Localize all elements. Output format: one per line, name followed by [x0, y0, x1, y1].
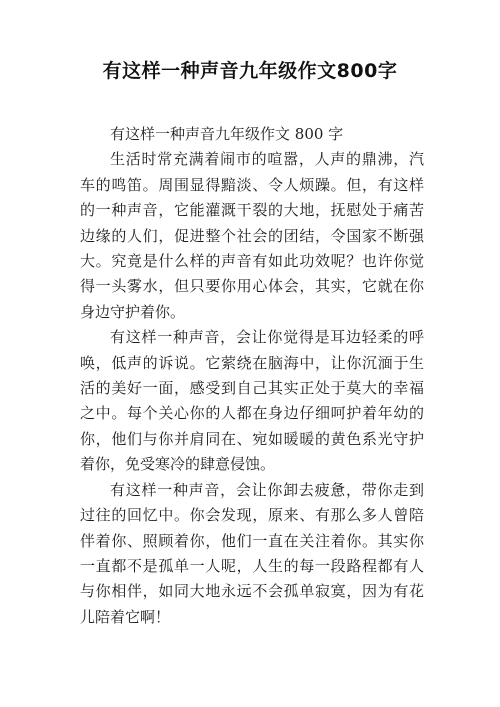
document-body — [80, 122, 424, 630]
subtitle-line: 有这样一种声音九年级作文 800 字 — [110, 125, 344, 143]
paragraph: 有这样一种声音，会让你觉得是耳边轻柔的呼唤，低声的诉说。它萦绕在脑海中，让你沉湎于生活的美好一面，感受到自己其实正处于莫大的幸福之中。每个关心你的人都在身边仔细呵护着年幼的你，他们与你并肩同在、宛如暖暖的黄色系光守护着你，免受寒冷的肆意侵蚀。 — [80, 328, 424, 474]
document-title: 有这样一种声音九年级作文800字 — [102, 60, 398, 82]
paragraph: 生活时常充满着闹市的喧嚣，人声的鼎沸，汽车的鸣笛。周围显得黯淡、令人烦躁。但，有这样的一种声音，它能灌溉干裂的大地，抚慰处于痛苦边缘的人们，促进整个社会的团结，令国家不断强大。究竟是什么样的声音有如此功效呢？也许你觉得一头雾水，但只要你用心体会，其实，它就在你身边守护着你。 — [80, 150, 424, 321]
paragraph: 有这样一种声音，会让你卸去疲惫，带你走到过往的回忆中。你会发现，原来、有那么多人曾陪伴着你、照顾着你，他们一直在关注着你。其实你一直都不是孤单一人呢，人生的每一段路程都有人与你相伴，如同大地永远不会孤单寂寞，因为有花儿陪着它啊！ — [80, 480, 424, 626]
